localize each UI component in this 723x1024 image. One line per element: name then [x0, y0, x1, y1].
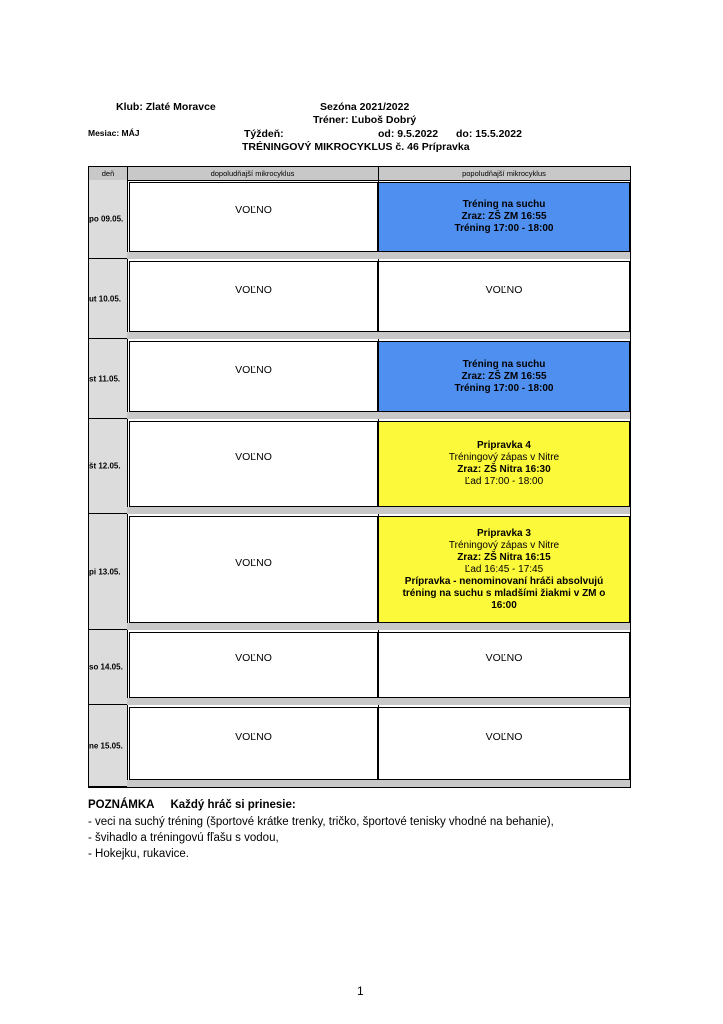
schedule-table [88, 166, 631, 788]
day-label: pi 13.05. [89, 567, 121, 576]
day-label: st 11.05. [89, 374, 121, 383]
row-separator [127, 252, 630, 259]
club-name: Klub: Zlaté Moravce [116, 101, 216, 113]
day-label: po 09.05. [89, 214, 124, 224]
afternoon-line: Tréning 17:00 - 18:00 [454, 382, 554, 394]
afternoon-line: Zraz: ZŠ Nitra 16:15 [457, 551, 551, 563]
page-title: TRÉNINGOVÝ MIKROCYKLUS č. 46 Prípravka [242, 141, 470, 153]
note-item: - švihadlo a tréningovú fľašu s vodou, [88, 832, 279, 844]
afternoon-line: Tréningový zápas v Nitre [448, 539, 560, 551]
table-row [89, 259, 630, 339]
row-separator [127, 780, 630, 787]
day-cell [89, 705, 127, 787]
note-heading [88, 799, 296, 811]
day-cell [89, 514, 127, 630]
week-label: Týždeň: [244, 128, 284, 140]
afternoon-line: Zraz: ZŠ Nitra 16:30 [457, 464, 551, 475]
note-item: - Hokejku, rukavice. [88, 848, 189, 860]
header-afternoon: popoludňajší mikrocyklus [462, 169, 546, 178]
morning-text: VOĽNO [235, 557, 272, 569]
header-day: deň [101, 169, 115, 178]
row-separator [127, 623, 630, 630]
note-title: POZNÁMKA [88, 799, 155, 811]
afternoon-line: Zraz: ZŠ ZM 16:55 [461, 370, 547, 382]
morning-cell [129, 261, 378, 332]
morning-text: VOĽNO [235, 451, 272, 463]
day-cell [89, 630, 127, 705]
table-row [89, 339, 630, 419]
table-header-row [89, 167, 630, 181]
table-row [89, 630, 630, 705]
day-label: št 12.05. [89, 461, 121, 471]
day-label: ut 10.05. [89, 294, 122, 303]
table-row [89, 419, 630, 514]
afternoon-line: Tréning 17:00 - 18:00 [454, 223, 554, 234]
afternoon-line: Pripravka 3 [477, 527, 531, 539]
afternoon-cell [378, 182, 630, 252]
day-label: so 14.05. [89, 662, 123, 672]
afternoon-line: VOĽNO [485, 652, 523, 664]
afternoon-line: Pripravka 4 [477, 440, 531, 451]
table-row [89, 705, 630, 787]
afternoon-cell [378, 516, 630, 623]
afternoon-line: VOĽNO [485, 284, 523, 296]
morning-cell [129, 516, 378, 623]
afternoon-cell [378, 261, 630, 332]
afternoon-cell [378, 707, 630, 780]
morning-text: VOĽNO [235, 652, 272, 664]
afternoon-line: Tréningový zápas v Nitre [448, 452, 560, 463]
morning-text: VOĽNO [235, 284, 272, 296]
afternoon-line: tréning na suchu s mladšími žiakmi v ZM o [402, 587, 606, 599]
afternoon-cell [378, 421, 630, 507]
afternoon-line: Tréning na suchu [462, 358, 546, 370]
afternoon-line: Ľad 16:45 - 17:45 [464, 563, 544, 575]
afternoon-line: Zraz: ZŠ ZM 16:55 [461, 211, 547, 222]
table-row [89, 514, 630, 630]
month: Mesiac: MÁJ [88, 128, 140, 138]
table-row [89, 180, 630, 259]
morning-text: VOĽNO [235, 731, 272, 743]
morning-cell [129, 341, 378, 412]
row-separator [127, 698, 630, 705]
row-separator [127, 412, 630, 419]
day-cell [89, 259, 127, 339]
page-number: 1 [357, 984, 364, 998]
morning-text: VOĽNO [235, 364, 272, 376]
morning-cell [129, 421, 378, 507]
note-intro: Každý hráč si prinesie: [170, 799, 296, 811]
day-cell [89, 419, 127, 514]
afternoon-line: Tréning na suchu [462, 199, 546, 210]
morning-cell [129, 182, 378, 252]
date-to: do: 15.5.2022 [456, 128, 522, 140]
header-morning: dopoludňajší mikrocyklus [210, 169, 295, 178]
afternoon-cell [378, 632, 630, 698]
season: Sezóna 2021/2022 [320, 101, 410, 113]
morning-cell [129, 632, 378, 698]
note-item: - veci na suchý tréning (športové krátke trenky, tričko, športové tenisky vhodné na behanie), [88, 816, 554, 828]
afternoon-line: Prípravka - nenominovaní hráči absolvujú [404, 575, 604, 587]
day-label: ne 15.05. [89, 741, 123, 750]
coach: Tréner: Ľuboš Dobrý [313, 114, 417, 126]
afternoon-line: 16:00 [491, 599, 517, 611]
afternoon-line: Ľad 17:00 - 18:00 [464, 476, 544, 487]
afternoon-line: VOĽNO [485, 731, 523, 743]
row-separator [127, 332, 630, 339]
date-from: od: 9.5.2022 [378, 128, 439, 140]
day-cell [89, 339, 127, 419]
afternoon-cell [378, 341, 630, 412]
day-cell [89, 180, 127, 259]
morning-text: VOĽNO [235, 204, 272, 216]
row-separator [127, 507, 630, 514]
morning-cell [129, 707, 378, 780]
